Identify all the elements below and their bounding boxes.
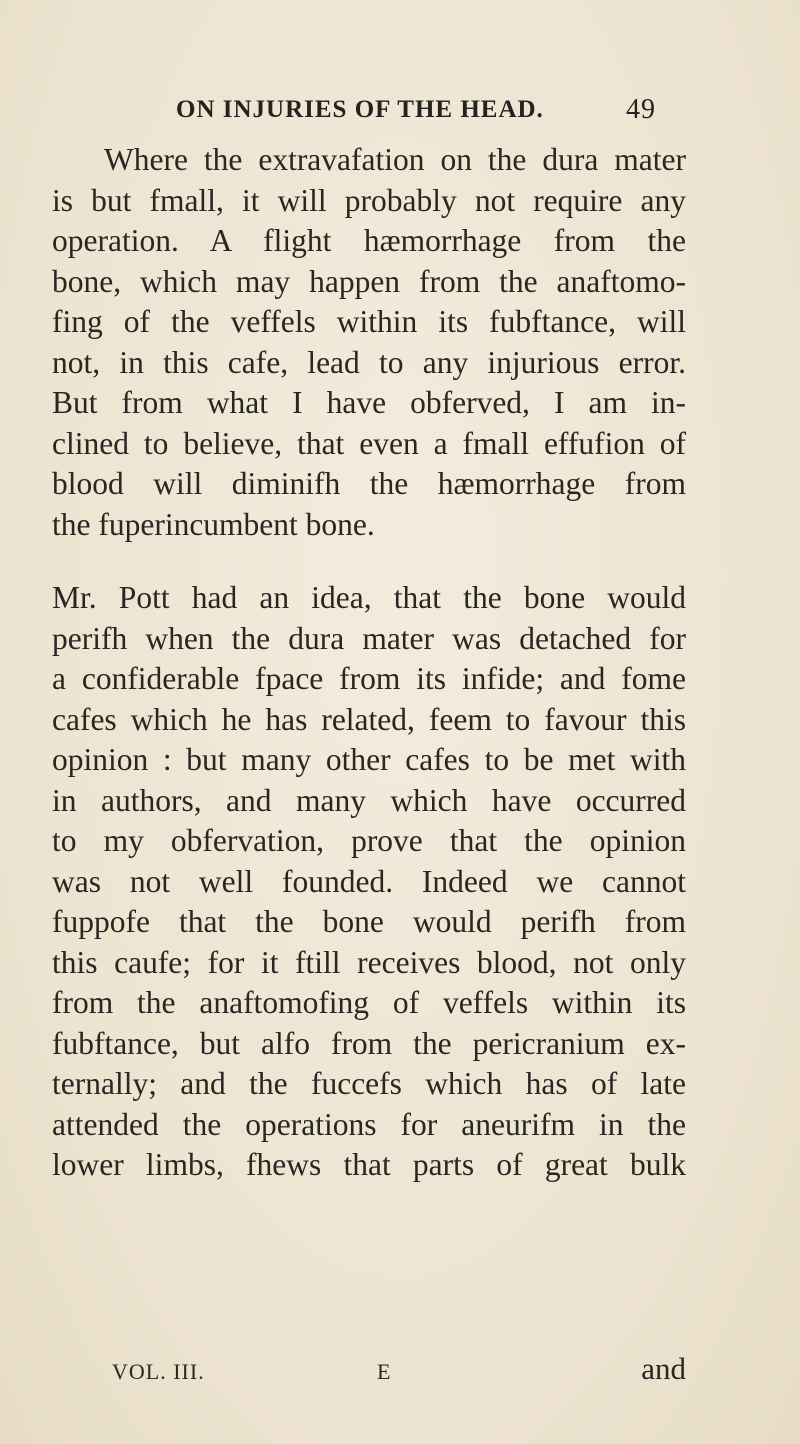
text-line: in authors, and many which have occurred	[52, 782, 686, 818]
text-line: lower limbs, fhews that parts of great bulk	[52, 1147, 686, 1182]
text-line: cafes which he has related, feem to favour this	[52, 701, 686, 737]
text-line: the fuperincumbent bone.	[52, 506, 375, 542]
text-line: fuppofe that the bone would perifh from	[52, 904, 686, 939]
text-line: attended the operations for aneurifm in the	[52, 1106, 686, 1142]
body-text	[52, 140, 686, 1186]
paragraph-2	[52, 578, 686, 1186]
paragraph-1	[52, 140, 686, 545]
text-line: fubftance, but alfo from the pericranium ex-	[52, 1025, 686, 1061]
text-line: bone, which may happen from the anaftomo-	[52, 263, 686, 299]
page-number: 49	[626, 94, 656, 125]
text-line: was not well founded. Indeed we cannot	[52, 863, 686, 899]
text-line: operation. A flight hæmorrhage from the	[52, 223, 686, 258]
text-line: Mr. Pott had an idea, that the bone would	[52, 580, 686, 615]
page-footer	[52, 1351, 686, 1395]
running-head	[176, 96, 676, 136]
paragraph-gap	[52, 545, 686, 578]
text-line: fing of the veffels within its fubftance, will	[52, 304, 686, 339]
text-line: But from what I have obferved, I am in-	[52, 385, 686, 420]
text-line: Where the extravafation on the dura mater	[104, 142, 686, 177]
text-line: this caufe; for it ftill receives blood, not only	[52, 944, 686, 980]
text-line: clined to believe, that even a fmall effufion of	[52, 425, 686, 461]
running-title: ON INJURIES OF THE HEAD.	[176, 96, 544, 123]
text-line: opinion : but many other cafes to be met with	[52, 742, 686, 777]
text-line: is but fmall, it will probably not require any	[52, 182, 686, 218]
text-line: not, in this cafe, lead to any injurious error.	[52, 344, 686, 380]
text-line: blood will diminifh the hæmorrhage from	[52, 466, 686, 501]
gathering-signature: E	[377, 1359, 391, 1384]
text-line: ternally; and the fuccefs which has of late	[52, 1066, 686, 1101]
text-line: from the anaftomofing of veffels within its	[52, 985, 686, 1020]
volume-signature: VOL. III.	[112, 1359, 205, 1384]
text-line: a confiderable fpace from its infide; and fome	[52, 661, 686, 696]
text-line: to my obfervation, prove that the opinion	[52, 823, 686, 858]
text-line: perifh when the dura mater was detached for	[52, 620, 686, 656]
catchword: and	[641, 1351, 686, 1386]
